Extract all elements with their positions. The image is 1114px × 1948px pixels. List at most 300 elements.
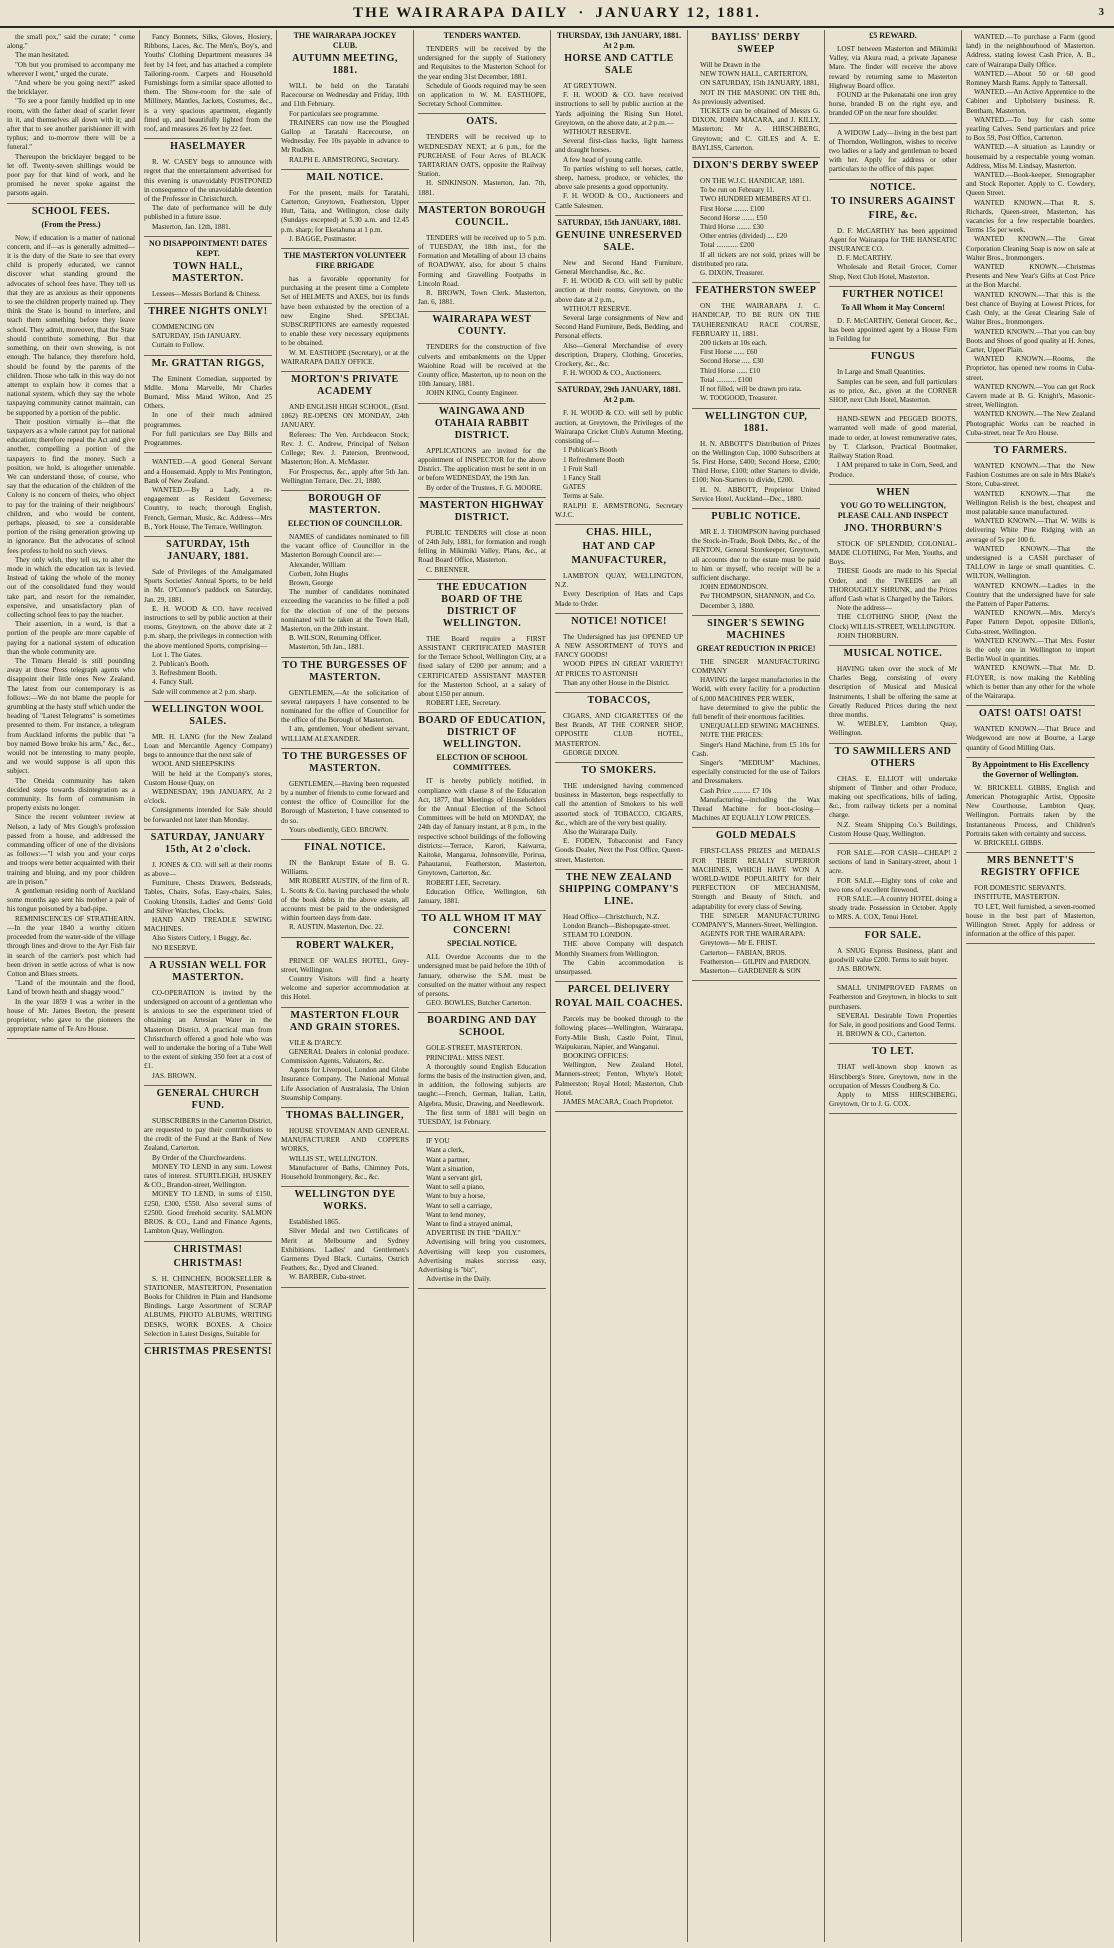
paragraph: F. H. WOOD & CO. have received instructions to sell by public auction at the Yards adjoining the Rising Sun Hotel, Greytown, on the above date, at 2 p.m.— <box>555 91 683 127</box>
paragraph: Consignments intended for Sale should be forwarded not later than Monday. <box>144 806 272 824</box>
paragraph: TRAINERS can now use the Ploughed Gallop at Taratahi Racecourse, on Wednesday. Fee 10s payable in advance to Mr Rudkin. <box>281 118 409 155</box>
paragraph: Want a partner, <box>426 1155 470 1164</box>
paragraph: WOOD PIPES IN GREAT VARIETY! AT PRICES TO ASTONISH <box>555 660 683 678</box>
column-container <box>3 30 1111 1942</box>
paragraph: WANTED KNOWN.—Mrs. Mercy's Paper Pattern Depot, opposite Dillon's, Cuba-street, Wellington. <box>966 609 1095 636</box>
paragraph: ON THE WAIRARAPA J. C. HANDICAP, TO BE RUN ON THE TAUHERENIKAU RACE COURSE, FEBRUARY 11, 1881. <box>692 302 820 338</box>
ad-subheading: THE WAIRARAPA JOCKEY CLUB. <box>293 31 397 50</box>
paragraph: Per THOMPSON, SHANNON, and Co. <box>700 592 816 601</box>
ad-heading: WAINGAWA AND OTAHAIA RABBIT DISTRICT. <box>434 405 530 441</box>
text-block <box>829 42 957 124</box>
paragraph: THE CLOTHING SHOP, (Next the Clock) WILLIS-STREET, WELLINGTON. <box>829 613 957 631</box>
paragraph: JAMES MACARA, Coach Proprietor. <box>563 1098 674 1107</box>
paragraph: If not filled, will be drawn pro rata. <box>700 385 802 394</box>
paragraph: Want a clerk, <box>426 1146 464 1155</box>
paragraph: WILL be held on the Taratahi Racecourse on Wednesday and Friday, 10th and 11th February. <box>281 82 409 109</box>
paragraph: FIRST-CLASS PRIZES and MEDALS FOR THEIR REALLY SUPERIOR MACHINES, WHICH HAVE WON A WORLD-WIDE POPULARITY for their PERFECTION OF MECHANISM, Strength and Beauty of Stitch, and adaptability for every class of Sewing. <box>692 847 820 911</box>
paragraph: MR. H. LANG (for the New Zealand Loan and Mercantile Agency Company) begs to announce that the next sale of <box>144 732 272 760</box>
paragraph: WANTED.—Book-keeper, Stenographer and Stock Reporter. Apply to C. Cowdery, Queen Street. <box>966 171 1095 198</box>
paragraph: Referees: The Ven. Archdeacon Stock; Rev. J. C. Andrew, Principal of Nelson College; Rev. J. Paterson, Brentwood, Masterton; Hon. A. McMaster. <box>281 430 409 467</box>
paragraph: F. H. WOOD & CO., Auctioneers and Cattle Salesmen. <box>555 192 683 210</box>
paragraph: TENDERS will be received up to 5 p.m. of TUESDAY, the 18th inst., for the Formation and Metalling of about 13 chains of ROADWAY, also, for about 5 chains Forming and Gravelling Footpaths in Lincoln Road. <box>418 233 546 288</box>
paragraph: SMALL UNIMPROVED FARMS on Featherston and Greytown, in blocks to suit purchasers. <box>829 984 957 1011</box>
text-block <box>418 526 546 580</box>
paragraph: AND ENGLISH HIGH SCHOOL, (Estd. 1862) RE-OPENS ON MONDAY, 24th JANUARY. <box>281 403 409 430</box>
paragraph: D. F. McCARTHY. <box>837 254 893 263</box>
paragraph: FOR SALE.—FOR CASH—CHEAP! 2 sections of land in Sanitary-street, about 1 acre. <box>829 848 957 876</box>
paragraph: For the present, mails for Taratahi, Carterton, Greytown, Featherston, Upper Hutt, Taita, and Wellington, close daily (Sundays excepted) at 5.30 a.m. and 12.45 p.m. sharp; for Eketahuna at 1 p.m. <box>281 188 409 234</box>
paragraph: The date of performance will be duly published in a future issue. <box>144 204 272 222</box>
paragraph: GENTLEMEN,—Having been requested by a number of friends to come forward and contest the office of Councillor for the Borough of Masterton, I have consented to do so. <box>281 779 409 825</box>
paragraph: HAND-SEWN and PEGGED BOOTS, warranted well made of good material, made to order, at lowest remunerative rates, by T. Clarkson, Practical Bootmaker, Railway Station Road. <box>829 415 957 461</box>
paragraph: Want to sell a carriage, <box>426 1201 492 1210</box>
paragraph: B. WILSON, Returning Officer. <box>289 634 382 643</box>
text-block <box>418 444 546 498</box>
paragraph: Apply to MISS HIRSCHBERG, Greytown, Or to J. G. COX. <box>829 1091 957 1109</box>
paragraph: Furniture, Chests Drawers, Bedsteads, Tables, Chairs, Sofas, Easy-chairs, Sales, Cooking Utensils, Ladies' and Gents' Gold and Silver Watches, Clocks. <box>144 879 272 915</box>
paragraph: JOHN EDMONDSON. <box>700 583 768 592</box>
paragraph: WANTED KNOWN.—That the undersigned is a CASH purchaser of TALLOW in large or small quantities. C. WILTON, Wellington. <box>966 544 1095 581</box>
paragraph: W. TOOGOOD, Treasurer. <box>700 394 778 403</box>
text-block <box>7 30 135 204</box>
paragraph: ON SATURDAY, 15th JANUARY, 1881, <box>700 79 820 88</box>
text-block <box>281 1124 409 1187</box>
paragraph: W. WEBLEY, Lambton Quay, Wellington. <box>829 720 957 738</box>
paragraph: Will be Drawn in the <box>700 61 761 69</box>
text-block <box>692 299 820 408</box>
text-block <box>144 155 272 237</box>
paragraph: E. FODEN, Tobacconist and Fancy Goods Dealer, Next the Post Office, Queen-street, Masterton. <box>555 837 683 864</box>
paragraph: R. AUSTIN. Masterton, Dec. 22. <box>289 923 384 932</box>
paragraph: GEORGE DIXON. <box>563 748 619 757</box>
paragraph: WANTED KNOWN.—Ladies in the Country that the undersigned have for sale the Pattern of Paper Patterns. <box>966 581 1095 608</box>
paragraph: WANTED KNOWN.—Rooms, the Proprietor, has opened new rooms in Cuba-street. <box>966 355 1095 382</box>
paragraph: To be run on February 11. <box>700 186 775 195</box>
ad-heading: THOMAS BALLINGER, <box>286 1110 404 1122</box>
paragraph: First Horse ...... £60 <box>700 348 758 357</box>
ad-heading: SCHOOL FEES. <box>31 205 111 217</box>
paragraph: WANTED KNOWN.—The New Zealand Photographic Works can be reached in Cuba-street, near Te Aro House. <box>966 410 1095 437</box>
paragraph: Agents for Liverpool, London and Globe Insurance Company, The National Mutual Life Association of Australasia, The Union Steamship Company. <box>281 1066 409 1102</box>
paragraph: By order of the Trustees, F. G. MOORE. <box>426 483 543 492</box>
paragraph: 3. Refreshment Booth. <box>152 669 218 678</box>
text-block <box>555 79 683 216</box>
paragraph: WANTED.—By a Lady, a re-engagement as Resident Governess; Country, to teach; thorough English, French, German, Music, &c. Address—Mrs B., York House, The Terrace, Wellington. <box>144 485 272 531</box>
paragraph: Carterton— FABIAN, BROS. <box>700 948 787 957</box>
text-block <box>555 569 683 614</box>
paragraph: G. DIXON, Treasurer. <box>700 269 765 278</box>
ad-heading: CHRISTMAS! <box>173 1243 243 1255</box>
text-block <box>281 686 409 749</box>
ad-heading: JNO. THORBURN'S <box>843 522 943 534</box>
paragraph: AT GREYTOWN. <box>563 82 617 90</box>
paragraph: WITHOUT RESERVE. <box>563 304 632 313</box>
text-block <box>144 320 272 356</box>
paragraph: WITHOUT RESERVE. <box>563 128 632 137</box>
ad-heading: FEATHERSTON SWEEP <box>695 285 817 297</box>
ad-heading: PARCEL DELIVERY <box>567 984 671 996</box>
ad-heading: THREE NIGHTS ONLY! <box>148 306 268 318</box>
ad-heading: TO SAWMILLERS AND OTHERS <box>834 745 952 769</box>
text-block <box>7 231 135 1040</box>
text-block <box>555 406 683 524</box>
paragraph: Masterton— GARDENER & SON <box>700 967 801 976</box>
paragraph: By Order of the Churchwardens. <box>152 1153 247 1162</box>
ad-heading: THE EDUCATION BOARD OF THE DISTRICT OF WELLINGTON. <box>436 581 528 629</box>
paragraph: Want to find a strayed animal, <box>426 1220 513 1229</box>
paragraph: WANTED KNOWN.—Christmas Presents and New Year's Gifts at Cost Price at the Bon Marché. <box>966 263 1095 290</box>
ad-subheading: GREAT REDUCTION IN PRICE! <box>696 643 816 653</box>
paragraph: SEVERAL Desirable Town Properties for Sale, in good positions and Good Terms. <box>829 1011 957 1030</box>
ad-heading: TOBACCOS, <box>587 694 651 706</box>
paragraph: "Oh but you promised to accompany me wherever I went," urged the curate. <box>7 60 135 78</box>
col-5 <box>551 30 688 1942</box>
ad-heading: BOROUGH OF MASTERTON. <box>308 492 382 516</box>
text-block <box>144 565 272 702</box>
text-block <box>418 1041 546 1132</box>
text-block <box>555 256 683 384</box>
text-block <box>418 42 546 114</box>
paragraph: WANTED KNOWN.—That R. S. Richards, Queen-street, Masterton, has vacancies for a few respectable boarders. Terms 15s per week. <box>966 198 1095 235</box>
paragraph: W. BARBER, Cuba-street. <box>289 1273 366 1282</box>
paragraph: W. M. EASTHOPE (Secretary), or at the WAIRARAPA DAILY OFFICE. <box>281 348 409 366</box>
paragraph: JOHN KING, County Engineer. <box>426 389 519 398</box>
paragraph: H. BROWN & CO., Carterton. <box>837 1030 927 1039</box>
text-block <box>555 910 683 982</box>
paragraph: WANTED KNOWN.—That the Wellington Relish is the best, cheapest and most palatable sauce manufactured. <box>966 489 1095 516</box>
text-block <box>692 525 820 616</box>
ad-heading: GENERAL CHURCH FUND. <box>156 1087 260 1111</box>
paragraph: MR ROBERT AUSTIN, of the firm of R. L. Scotts & Co. having purchased the whole of the book debts in the above estate, all accounts must be paid to the undersigned within fourteen days from date. <box>281 877 409 923</box>
text-block <box>418 231 546 313</box>
paragraph: 2. Publican's Booth. <box>152 659 210 668</box>
paragraph: Third Horse ........ £30 <box>700 223 764 232</box>
paragraph: CHAS. E. ELLIOT will undertake shipment of Timber and other Produce, making out specifications, bills of lading, &c., from railway tickets per a nominal charge. <box>829 774 957 820</box>
text-block <box>144 986 272 1086</box>
ad-subheading: TENDERS WANTED. <box>443 31 521 40</box>
paragraph: The number of candidates nominated exceeding the vacancies to be filled a poll for the election of one of the persons nominated will be taken at the Town Hall, Masterton, on the 20th instant. <box>281 588 409 633</box>
text-block <box>966 459 1095 706</box>
text-block <box>829 772 957 844</box>
paragraph: A WIDOW Lady—living in the best part of Thorndon, Wellington, wishes to receive two ladies or a lady and gentleman to board with her. Apply for address or other particulars to the office of this paper. <box>829 128 957 174</box>
paragraph: D. F. McCARTHY has been appointed Agent for Wairarapa for THE HANSEATIC INSURANCE CO. <box>829 226 957 254</box>
paragraph: Corbett, John Hughs <box>289 569 349 578</box>
paragraph: R. W. CASEY begs to announce with regret that the entertainment advertised for this evening is unavoidably POSTPONED in consequence of the unavoidable detention of the Professor in Christchurch. <box>144 158 272 204</box>
ad-heading: NOTICE! NOTICE! <box>571 615 667 627</box>
paragraph: W. BRICKELL GIBBS. <box>974 839 1044 848</box>
text-block <box>144 372 272 454</box>
ad-heading: CHAS. HILL, <box>586 526 652 538</box>
ad-heading: WAIRARAPA WEST COUNTY. <box>432 314 532 338</box>
paragraph: NEW TOWN HALL, CARTERTON, <box>700 70 808 79</box>
paragraph: The first term of 1881 will begin on TUESDAY, 1st February. <box>418 1108 546 1127</box>
text-block <box>418 1134 546 1289</box>
paragraph: WANTED KNOWN.—That this is the best chance of Buying at Lowest Prices, for Cash Only, at the Great Clearing Sale of Walter Bros., Ironmongers. <box>966 290 1095 327</box>
paragraph: RALPH E. ARMSTRONG, Secretary W.J.C. <box>555 501 683 519</box>
ad-heading: WELLINGTON WOOL SALES. <box>151 703 265 727</box>
paragraph: PRINCE OF WALES HOTEL, Grey-street, Wellington. <box>281 956 409 974</box>
ad-heading: HAT AND CAP <box>582 540 656 552</box>
paragraph: THE SINGER MANUFACTURING COMPANY'S, Manners-Street, Wellington. <box>692 911 820 930</box>
paragraph: The man hesitated. <box>15 51 70 60</box>
paragraph: WILLIS ST., WELLINGTON. <box>289 1154 378 1163</box>
paragraph: Note the address— <box>837 604 893 613</box>
paragraph: Yours obediently, GEO. BROWN. <box>289 825 389 834</box>
ad-heading: GENUINE UNRESERVED SALE. <box>555 229 683 253</box>
paragraph: First Horse ........ £100 <box>700 204 765 213</box>
text-block <box>555 779 683 870</box>
paragraph: AGENTS FOR THE WAIRARAPA: <box>700 930 806 939</box>
paragraph: ROBERT LEE, Secretary. <box>426 699 501 708</box>
paragraph: WANTED.—To purchase a Farm (good land) in the neighbourhood of Masterton. Address, stating lowest Cash Price, A. B., care of Wairarapa Daily Office. <box>966 33 1095 69</box>
text-block <box>281 272 409 372</box>
paragraph: Manufacturing—including the Wax Thread Machine for boot-closing—Machines AT EQUALLY LOW PRICES. <box>692 795 820 823</box>
paragraph: Wholesale and Retail Grocer, Corner Shop, Next Club Hotel, Masterton. <box>829 263 957 281</box>
paragraph: NOTE THE PRICES: <box>700 731 763 740</box>
ad-subheading: SATURDAY, 15th JANUARY, 1881. <box>557 217 681 227</box>
ad-heading: BAYLISS' DERBY SWEEP <box>711 32 801 55</box>
paragraph: WANTED KNOWN.—That the New Fashion Costumes are on sale in Mrs Blake's Store, Cuba-street. <box>966 461 1095 489</box>
ad-heading: MASTERTON HIGHWAY DISTRICT. <box>419 499 545 523</box>
paragraph: Every Description of Hats and Caps Made to Order. <box>555 590 683 608</box>
paragraph: THAT well-known shop known as Hirschberg's Store, Greytown, now in the occupation of Messrs Coudberg & Co. <box>829 1063 957 1090</box>
ad-heading: TO FARMERS. <box>993 444 1068 456</box>
text-block <box>692 844 820 981</box>
paragraph: GEO. BOWLES, Butcher Carterton. <box>426 999 531 1008</box>
text-block <box>966 781 1095 853</box>
ad-subheading: SATURDAY, 29th JANUARY, 1881. At 2 p.m. <box>557 385 681 405</box>
ad-heading: SATURDAY, 15th JANUARY, 1881. <box>166 538 250 562</box>
paragraph: WANTED KNOWN.—That Mr. D. FLOYER, is now making the Kebbling which is better than any other for the whole of the Wairarapa. <box>966 664 1095 701</box>
ad-heading: TO LET. <box>871 1046 915 1058</box>
paragraph: IT is hereby publicly notified, in compliance with clause 8 of the Education Act, 1877, that Meetings of Householders for the Annual Election of the School Committees will be held on MONDAY, the 24th day of January instant, at 8 p.m., in the respective school buildings of the following districts:—Terrace, Karori, Kaiwarra, Kaitoke, Mangaroa, Johnsonville, Porirua, Pahautanui, Featherston, Masterton, Greytown, Carterton, &c. <box>418 777 546 878</box>
text-block <box>418 774 546 911</box>
paragraph: TO LET, Well furnished, a seven-roomed house in the best part of Masterton, Willington Street. Apply for address or information at the office of this paper. <box>966 902 1095 939</box>
paragraph: Fancy Bonnets, Silks, Gloves, Hosiery, Ribbons, Laces, &c. The Men's, Boy's, and Youths' Clothing Department measures 34 feet by 14 feet, and has attached a complete Tailoring-room. Carpets and Household Furnishings form a similar space allotted to them. The Show-room for the sale of Millinery, Mantles, Jackets, Costumes, &c., is a very spacious apartment, elegantly fitted up, and beautifully lighted from the roof, and measures 26 feet by 22 feet. <box>144 33 272 134</box>
paragraph: Lessees—Messrs Borland & Chiness. <box>152 289 261 298</box>
paragraph: Singer's Hand Machine, from £5 10s for Cash. <box>692 740 820 758</box>
paragraph: 4. Fancy Stall. <box>152 678 194 687</box>
paragraph: Now, if education is a matter of national concern, and if—as is generally admitted—it is the duty of the State to see that every child is properly educated, we cannot discover what standing ground the advocates of school fees have. They tell us that they are as anxious as their opponents to see the children properly trained up. They think the State is bound to interfere, and teach them something before they leave school. They admit, moreover, that the State should contribute something. But that something, on their own showing, is not enough. The balance, they therefore hold, should be found by the parents of the children. Those who talk in this way do not attempt to explain how it comes that a national system, which they say the whole taxpaying community cannot maintain, can be supported by a portion of the public. <box>7 233 135 417</box>
paragraph: The Timaru Herald is still pounding away at those Press telegraph agents who disappoint their little ones New Zealand. The latest from our contemporary is as follows:—We do not blame the people for grumbling at the hasty stuff which under the heading of "Latest Telegrams" is sometimes presented to them. For instance, a telegram from Auckland informs the public that "a boy named Bowe broke his arm," &c., &c., would not be interesting to many people, and we would suppose is all upon this subject. <box>7 657 135 776</box>
paragraph: SATURDAY, 15th JANUARY. <box>152 332 241 341</box>
ad-heading: FURTHER NOTICE! <box>842 288 944 300</box>
paragraph: TWO HUNDRED MEMBERS AT £1. <box>700 195 812 204</box>
ad-heading: CHRISTMAS PRESENTS! <box>144 1345 272 1357</box>
paragraph: 1 Fruit Stall <box>563 464 598 473</box>
paragraph: For particulars see programme. <box>289 109 379 118</box>
paragraph: 1 Fancy Stall <box>563 473 601 482</box>
paragraph: Education Office, Wellington, 6th January, 1881. <box>418 887 546 905</box>
paragraph: WANTED KNOWN.—That Bruce and Wedgewood are now at Bourne, a Large quantity of Good Milling Oats. <box>966 725 1095 752</box>
paragraph: Curtain to Follow. <box>152 341 205 350</box>
paragraph: Advertise in the Daily. <box>426 1275 492 1284</box>
ad-heading: FUNGUS <box>870 351 916 363</box>
paragraph: "To see a poor family huddled up in one room, with the father dead of scarlet fever in it, and themselves all down with it; and after that to see another parishioner ill with typhus; and to-morrow there will be a funeral." <box>7 97 135 152</box>
paragraph: THE Board require a FIRST ASSISTANT CERTIFICATED MASTER for the Terrace School, Wellington City, at a fixed salary of £200 per annum; and a CERTIFICATED ASSISTANT MASTER for the Masterton School, at a salary of about £150 per annum. <box>418 634 546 698</box>
paragraph: JAS. BROWN. <box>152 1071 197 1080</box>
paragraph: Want a servant girl, <box>426 1174 483 1183</box>
ad-heading: MANUFACTURER, <box>571 554 667 566</box>
paragraph: IN the Bankrupt Estate of B. G. Williams. <box>281 858 409 877</box>
paragraph: A thoroughly sound English Education forms the basis of the instruction given, and, in addition, the following subjects are taught:—French, German, Italian, Latin, Algebra, Music, Drawing, and Needlework. <box>418 1062 546 1108</box>
ad-subheading: THURSDAY, 13th JANUARY, 1881. At 2 p.m. <box>556 31 682 50</box>
paragraph: In one of their much admired programmes. <box>144 411 272 429</box>
paragraph: Wellington, New Zealand Hotel, Manners-street; Fenton, Whyte's Hotel; Palmerston; Royal Hotel; Masterton, Club Hotel. <box>555 1061 683 1097</box>
col-2 <box>140 30 277 1942</box>
paragraph: NAMES of candidates nominated to fill the vacant office of Councillor in the Masterton Borough Council are:— <box>281 532 409 560</box>
paragraph: A gentleman residing north of Auckland some months ago sent his mother a pair of his tongue poisoned by a bad-pipe. <box>7 887 135 914</box>
paragraph: Want to sell a piano, <box>426 1183 485 1192</box>
paragraph: Thereupon the bricklayer begged to be let off. Twenty-seven shillings would be poor pay for that kind of work, and he promised he never spoke against the parsons again. <box>7 152 135 198</box>
col-8 <box>962 30 1099 1942</box>
paragraph: I AM prepared to take in Corn, Seed, and Produce. <box>829 461 957 479</box>
paragraph: has a favorable opportunity for purchasing at the present time a Complete Set of HELMETS and AXES, but its funds have been exhausted by the erection of a new Engine Shed. SPECIAL SUBSCRIPTIONS are earnestly requested to enable these very necessary equipments to be obtained. <box>281 275 409 348</box>
paragraph: Since the recent volunteer review at Nelson, a lady of Mrs Gough's profession passed from a house, and addressed the commanding officer of one of the divisions as follows:—"I wish you and your corps and troops were better acquainted with their training and bluing, and my poor children are in prison." <box>7 813 135 886</box>
text-block <box>829 981 957 1044</box>
paragraph: Sale of Privileges of the Amalgamated Sports Societies' Annual Sports, to be held in Mr. O'Connor's paddock on Saturday, Jan. 29, 1881. <box>144 567 272 604</box>
ad-heading: FOR SALE. <box>864 929 922 941</box>
paragraph: Third Horse ...... £10 <box>700 366 761 375</box>
text-block <box>418 632 546 714</box>
ad-subheading: NO DISAPPOINTMENT! DATES KEPT. <box>148 238 268 258</box>
text-block <box>829 537 957 646</box>
ad-heading: NOTICE. <box>870 181 916 193</box>
text-block <box>692 655 820 829</box>
paragraph: To parties wishing to sell horses, cattle, sheep, harness, produce, or vehicles, the above sale presents a good opportunity. <box>555 164 683 192</box>
paragraph: WANTED KNOWN.—That you can buy Boots and Shoes of good quality at H. Jones, Carter, Upper Plain. <box>966 327 1095 354</box>
paragraph: A SNUG Express Business, plant and goodwill value £200. Terms to suit buyer. <box>829 946 957 964</box>
paragraph: CO-OPERATION is invited by the undersigned on account of a gentleman who is anxious to see the experiment tried of obtaining an Artesian Water in the Masterton District. A practical man from Christchurch offered a good hole who was well to undertake the boring of a Tube Well to the extent of sinking 350 feet at a cost of £1. <box>144 988 272 1071</box>
ad-heading: FIRE, &c. <box>868 209 918 221</box>
paragraph: Also—General Merchandise of every description, Drapery, Clothing, Groceries, Crockery, &c., &c. <box>555 341 683 369</box>
paragraph: BOOKING OFFICES: <box>563 1052 629 1061</box>
text-block <box>281 400 409 491</box>
paragraph: Second Horse ....... £50 <box>700 213 768 222</box>
ad-heading: HASELMAYER <box>170 141 246 153</box>
paragraph: J. JONES & CO. will sell at their rooms as above— <box>144 860 272 878</box>
text-block <box>281 1215 409 1287</box>
text-block <box>692 437 820 509</box>
paragraph: If all tickets are not sold, prizes will be distributed pro rata. <box>692 250 820 268</box>
text-block <box>692 174 820 283</box>
ad-heading: OATS! OATS! OATS! <box>979 708 1082 720</box>
ad-heading: BOARDING AND DAY SCHOOL <box>427 1015 537 1039</box>
text-block <box>144 287 272 304</box>
paragraph: H. N. ABBOTT'S Distribution of Prizes on the Wellington Cup, 1000 Subscribers at 5s. First Horse, £400; Second Horse, £200; Third Horse, £100; other Starters to divide, £100; Non-Starters to divide, £200. <box>692 439 820 485</box>
text-block <box>418 340 546 403</box>
paragraph: WEDNESDAY, 19th JANUARY, At 2 o'clock. <box>144 787 272 806</box>
paragraph: E. H. WOOD & CO. have received instructions to sell by public auction at their rooms, Greytown, on the above date at 2 p.m. sharp, the privileges in connection with the above mentioned Sports, comprising— <box>144 604 272 650</box>
paragraph: For Prospectus, &c., apply after 5th Jan. Wellington Terrace, Dec. 21, 1880. <box>281 467 409 485</box>
paragraph: In Large and Small Quantities. <box>837 368 926 377</box>
paragraph: WANTED KNOWN.—You can get Rock Cavern made at B. G. Knight's, Masonic-street, Wellington. <box>966 382 1095 410</box>
paragraph: FOR DOMESTIC SERVANTS. <box>974 884 1066 893</box>
ad-subheading: SPECIAL NOTICE. <box>447 939 517 949</box>
text-block <box>144 858 272 958</box>
paragraph: WANTED.—About 50 or 60 good Romney Marsh Rams. Apply to Tattersall. <box>966 69 1095 88</box>
paragraph: They only wish, they tell us, to alter the mode in which the education tax is levied. Instead of taking the whole of the money out of the consolidated fund they would take part, and resort for the remainder, expensive, and unsatisfactory plan of collecting school fees to pay the teacher. <box>7 555 135 619</box>
text-block <box>281 954 409 1008</box>
text-block <box>144 455 272 537</box>
ad-subheading: THE MASTERTON VOLUNTEER FIRE BRIGADE <box>283 251 407 271</box>
paragraph: Masterton, 5th Jan., 1881. <box>289 643 364 652</box>
paragraph: TENDERS for the construction of five culverts and embankments on the Upper Waiohine Road will be received at the County office, Masterton, up to noon on the 10th January, 1881. <box>418 343 546 389</box>
paragraph: For full particulars see Day Bills and Programmes. <box>144 429 272 448</box>
text-block <box>281 777 409 840</box>
col-4 <box>414 30 551 1942</box>
paragraph: In the year 1859 I was a writer in the house of Mr. James Beeton, the present proprietor, who gave to the pioneers the appropriate name of Te Aro House. <box>7 997 135 1034</box>
paragraph: APPLICATIONS are invited for the appointment of INSPECTOR for the above District. The application must be sent in on or before WEDNESDAY, the 19th Jan. <box>418 446 546 483</box>
ad-heading: HORSE AND CATTLE SALE <box>564 53 674 76</box>
ad-heading: TO THE BURGESSES OF MASTERTON. <box>282 750 408 774</box>
ad-subheading: (From the Press.) <box>41 219 101 229</box>
ad-heading: MASTERTON FLOUR AND GRAIN STORES. <box>289 1009 401 1033</box>
paragraph: H. N. ABBOTT, Proprietor United Service Hotel, Auckland—Dec., 1880. <box>692 485 820 503</box>
paragraph: 1 Publican's Booth <box>563 446 618 455</box>
text-block <box>555 1012 683 1112</box>
paragraph: Total ............ £200 <box>700 241 755 250</box>
paragraph: C. BRENNER. <box>426 565 470 574</box>
ad-heading: ROBERT WALKER, <box>296 939 394 951</box>
paragraph: WANTED.—To buy for cash some yearling Calves. Send particulars and price to Box 59, Post Office, Carterton. <box>966 115 1095 143</box>
paragraph: Will be held at the Company's stores, Custom House Quay, on <box>144 769 272 787</box>
paragraph: D. F. McCARTHY, General Grocer, &c., has been appointed agent by a House Firm in Feilding for <box>829 316 957 344</box>
paragraph: Greytown— Mr E. FRIST. <box>700 939 778 948</box>
paragraph: WANTED.—An Active Apprentice to the Cabinet and Upholstery business. R. Bentham, Masterton. <box>966 88 1095 115</box>
paragraph: Total ........... £100 <box>700 375 753 384</box>
paragraph: Other entries (divided) .... £20 <box>700 232 788 241</box>
paragraph: WANTED KNOWN.—That W. Wills is delivering White Pine Ridging with an average of 5s per 100 ft. <box>966 517 1095 544</box>
paragraph: Lot 1. The Gates. <box>152 650 202 659</box>
ad-heading: GOLD MEDALS <box>715 830 797 842</box>
paragraph: W. BRICKELL GIBBS, English and American Photographic Artist, Opposite New Courthouse, Lambton Quay, Wellington. Portraits taken by the Instantaneous Process, and Children's Portraits taken with certainty and success. <box>966 783 1095 838</box>
paragraph: WANTED.—A good General Servant and a Housemaid. Apply to Mrs Pentington, Bank of New Zealand. <box>144 458 272 485</box>
paragraph: S. H. CHINCHEN, BOOKSELLER & STATIONER, MASTERTON, Presentation Books for Children in Plain and Handsome Bindings. Large Assortment of SCRAP ALBUMS, PHOTO ALBUMS, WRITING DESKS, WORK BOXES. A Choice Selection in Latest Designs, Suitable for <box>144 1274 272 1338</box>
ad-subheading: ELECTION OF SCHOOL COMMITTEES. <box>436 753 528 773</box>
text-block <box>144 1272 272 1344</box>
paragraph: LAMBTON QUAY, WELLINGTON, N.Z. <box>555 571 683 590</box>
text-block <box>966 722 1095 758</box>
ad-heading: MAIL NOTICE. <box>306 171 384 183</box>
paragraph: Brown, George <box>289 578 334 587</box>
paragraph: INSTITUTE, MASTERTON. <box>974 893 1060 902</box>
paragraph: HOUSE STOVEMAN AND GENERAL MANUFACTURER AND COPPERS WORKS, <box>281 1127 409 1154</box>
ad-heading: MASTERTON BOROUGH COUNCIL. <box>418 204 546 228</box>
text-block <box>555 630 683 693</box>
text-block <box>829 365 957 410</box>
ad-heading: CHRISTMAS! <box>173 1257 243 1269</box>
paragraph: Than any other House in the District. <box>563 678 670 687</box>
ad-subheading: ELECTION OF COUNCILLOR. <box>287 518 403 528</box>
paragraph: SUBSCRIBERS in the Carterton District, are requested to pay their contributions to the credit of the Fund at the Bank of New Zealand, Carterton. <box>144 1116 272 1153</box>
paragraph: New and Second Hand Furniture, General Merchandise, &c., &c. <box>555 258 683 277</box>
paragraph: H. SINKINSON. Masterton, Jan. 7th, 1881. <box>418 179 546 197</box>
paragraph: F. H. WOOD & CO., Auctioneers. <box>563 369 662 378</box>
ad-subheading: YOU GO TO WELLINGTON, PLEASE CALL AND INSPECT <box>837 500 949 520</box>
paragraph: WANTED.—A situation as Laundry or housemaid by a respectable young woman. Address, Miss M. Lindsay, Masterton. <box>966 143 1095 170</box>
paragraph: ADVERTISE IN THE "DAILY." <box>426 1229 521 1238</box>
ad-heading: TO SMOKERS. <box>581 764 657 776</box>
masthead <box>0 0 1114 28</box>
ad-heading: DIXON'S DERBY SWEEP <box>693 160 819 172</box>
col-7 <box>825 30 962 1942</box>
paragraph: 1 Refreshment Booth <box>563 455 625 464</box>
col-3 <box>277 30 414 1942</box>
paragraph: GENTLEMEN,—At the solicitation of several ratepayers I have consented to be nominated for the office of Councillor for the office of the Borough of Masterton. <box>281 688 409 725</box>
paragraph: J. BAGGE, Postmaster. <box>289 234 357 243</box>
paragraph: TICKETS can be obtained of Messrs G. DIXON, JOHN MACARA, and J. KILLY, Masterton; Mr A. HIRSCHBERG, Greytown; and C. GILES and A. E. BAYLISS, Carterton. <box>692 107 820 152</box>
